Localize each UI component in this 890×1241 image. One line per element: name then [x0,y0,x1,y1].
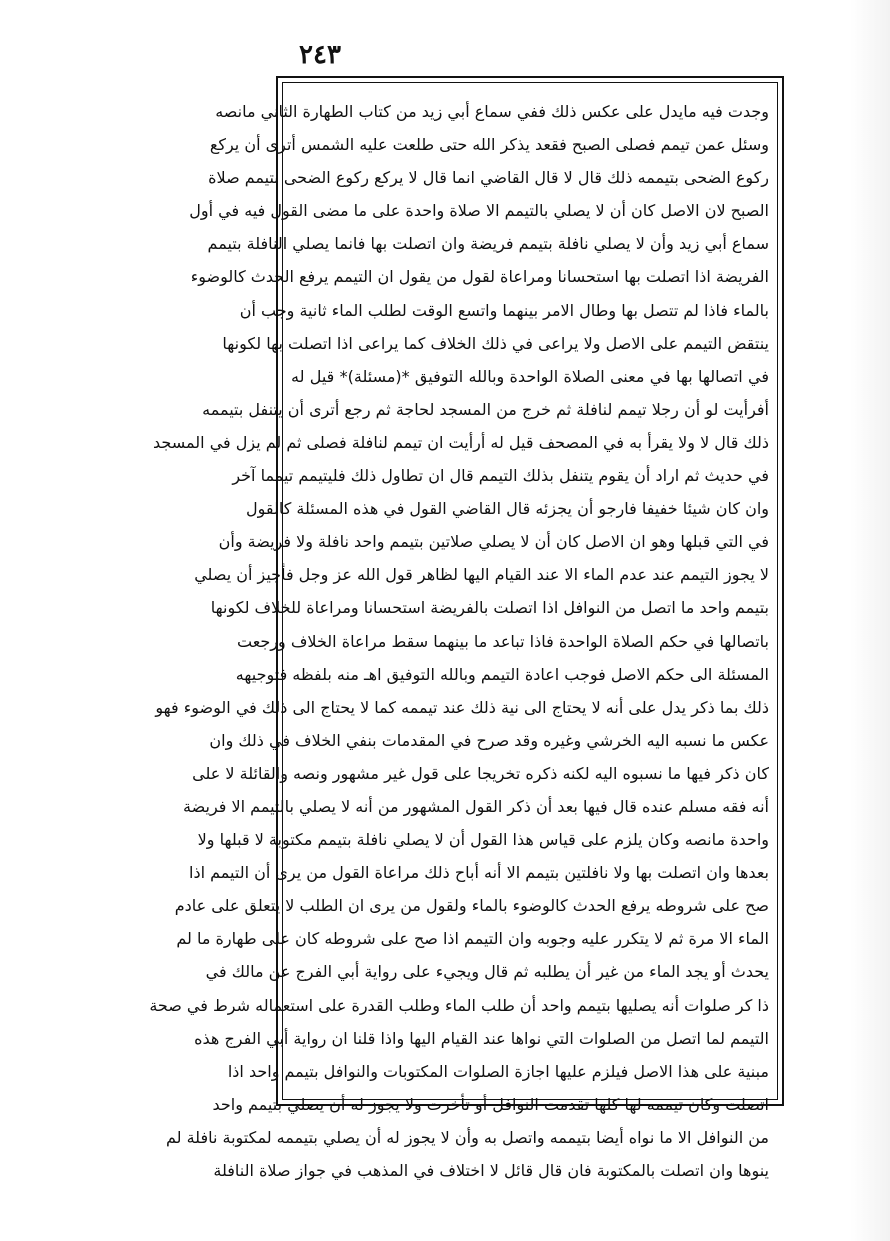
text-line: التيمم لما اتصل من الصلوات التي نواها عند القيام اليها واذا قلنا ان رواية أبي الفرج هذه [194,1028,769,1048]
text-line: في حديث ثم اراد أن يقوم يتنفل بذلك التيمم قال ان تطاول ذلك فليتيمم تيمما آخر [232,466,769,486]
scan-edge-shadow [850,0,890,1241]
page-number: ٢٤٣ [299,40,341,70]
text-line: بعدها وان اتصلت بها ولا نافلتين بتيمم الا أنه أباح ذلك مراعاة القول من يرى أن التيمم اذا [189,863,769,883]
text-line: وجدت فيه مايدل على عكس ذلك ففي سماع أبي زيد من كتاب الطهارة الثاني مانصه [215,102,769,121]
text-line: لا يجوز التيمم عند عدم الماء الا عند القيام اليها لظاهر قول الله عز وجل فأجيز أن يصلي [194,565,769,585]
text-frame-inner [149,82,778,1180]
text-line: كان ذكر فيها ما نسبوه اليه لكنه ذكره تخريجا على قول غير مشهور ونصه والقائلة لا على [192,763,769,783]
text-frame-outer [149,76,784,1180]
text-line: أفرأيت لو أن رجلا تيمم لنافلة ثم خرج من المسجد لحاجة ثم رجع أترى أن يتنفل بتيممه [202,399,769,419]
text-line: ينوها وان اتصلت بالمكتوبة فان قال قائل لا اختلاف في المذهب في جواز صلاة النافلة [213,1161,769,1180]
text-line: الماء الا مرة ثم لا يتكرر عليه وجوبه وان التيمم اذا صح على شروطه كان على طهارة ما لم [176,929,769,949]
text-line: واحدة مانصه وكان يلزم على قياس هذا القول أن لا يصلي نافلة بتيمم مكتوبة لا قبلها ولا [197,830,769,850]
text-line: الصبح لان الاصل كان أن لا يصلي بالتيمم الا صلاة واحدة على ما مضى القول فيه في أول [189,201,769,221]
text-line: الفريضة اذا اتصلت بها استحسانا ومراعاة لقول من يقول ان التيمم يرفع الحدث كالوضوء [190,267,769,287]
text-line: اتصلت وكان تيممه لها كلها تقدمت النوافل أو تأخرت ولا يجوز له أن يصلي بتيمم واحد [212,1094,769,1114]
text-line: أنه فقه مسلم عنده قال فيها بعد أن ذكر القول المشهور من أنه لا يصلي بالتيمم الا فريضة [183,796,769,816]
text-line: ذلك بما ذكر يدل على أنه لا يحتاج الى نية ذلك عند تيممه كما لا يحتاج الى ذلك في الوضوء فهو [155,697,769,717]
text-line: وان كان شيئا خفيفا فارجو أن يجزئه قال القاضي القول في هذه المسئلة كالقول [245,499,769,519]
text-line: بتيمم واحد ما اتصل من النوافل اذا اتصلت بالفريضة استحسانا ومراعاة للخلاف لكونها [210,598,769,618]
text-line: من النوافل الا ما نواه أيضا بتيممه واتصل به وأن لا يجوز له أن يصلي بتيممه لمكتوبة نافلة لم [165,1127,769,1147]
text-line: في اتصالها بها في معنى الصلاة الواحدة وبالله التوفيق *(مسئلة)* قيل له [291,366,769,386]
text-line: صح على شروطه يرفع الحدث كالوضوء بالماء ولقول من يرى ان الطلب لا يتعلق على عادم [174,896,769,916]
text-line: سماع أبي زيد وأن لا يصلي نافلة بتيمم فريضة وان اتصلت بها فانما يصلي النافلة بتيمم [207,234,769,254]
text-line: المسئلة الى حكم الاصل فوجب اعادة التيمم وبالله التوفيق اهـ منه بلفظه فتوجيهه [235,664,769,684]
text-line: في التي قبلها وهو ان الاصل كان أن لا يصلي صلاتين بتيمم واحد نافلة ولا فريضة وأن [218,532,769,552]
text-line: مبنية على هذا الاصل فيلزم عليها اجازة الصلوات المكتوبات والنوافل بتيمم واحد اذا [227,1061,769,1081]
text-line: يحدث أو يجد الماء من غير أن يطلبه ثم قال ويجيء على رواية أبي الفرج عن مالك في [205,962,769,982]
main-text-block [149,95,769,1180]
text-line: بالماء فاذا لم تتصل بها وطال الامر بينهما واتسع الوقت لطلب الماء ثانية وجب أن [239,300,769,320]
text-line: ينتقض التيمم على الاصل ولا يراعى في ذلك الخلاف كما يراعى اذا اتصلت بها لكونها [222,333,769,353]
text-line: ذا كر صلوات أنه يصليها بتيمم واحد أن طلب الماء وطلب القدرة على استعماله شرط في صحة [149,995,769,1015]
text-line: عكس ما نسبه اليه الخرشي وغيره وقد صرح في المقدمات بنفي الخلاف في ذلك وان [209,730,769,750]
text-line: ركوع الضحى بتيممه ذلك قال لا قال القاضي انما قال لا يركع ركوع الضحى بتيمم صلاة [208,168,769,188]
text-line: وسئل عمن تيمم فصلى الصبح فقعد يذكر الله حتى طلعت عليه الشمس أترى أن يركع [209,135,769,155]
text-line: باتصالها في حكم الصلاة الواحدة فاذا تباعد ما بينهما سقط مراعاة الخلاف ورجعت [236,631,769,651]
text-line: ذلك قال لا ولا يقرأ به في المصحف قيل له أرأيت ان تيمم لنافلة فصلى ثم لم يزل في المسجد [153,432,769,452]
